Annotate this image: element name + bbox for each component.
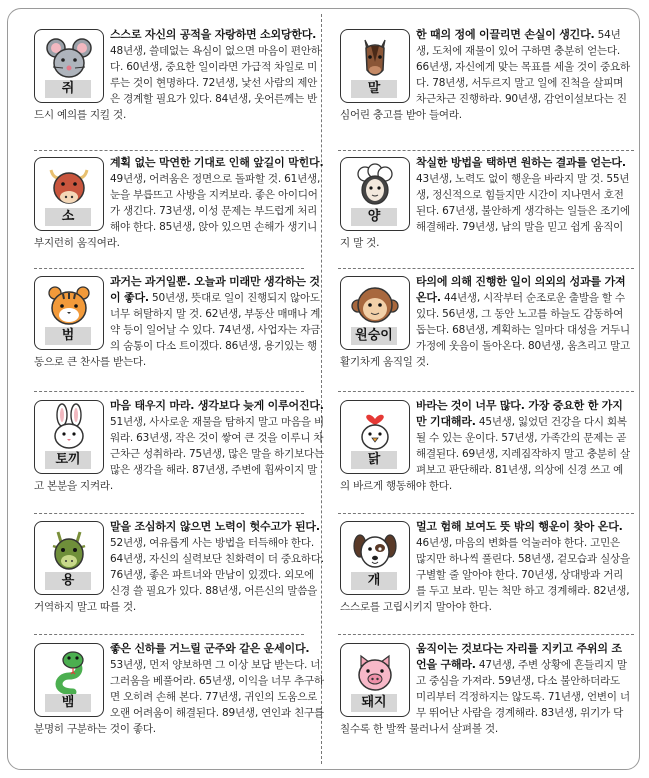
fortune-body: 51년생, 사사로운 재물을 탐하지 말고 마음을 비워라. 63년생, 작은 것이 쌓여 큰 것을 이루니 차근차근 성취하라. 75년생, 많은 말을 하기보다는 많은 생각을 해라. 87년생, 주변에 휩싸이지 말고 본분을 지켜라. bbox=[34, 416, 324, 492]
row-divider bbox=[34, 268, 304, 269]
fortune-body: 49년생, 어려움은 정면으로 돌파할 것. 61년생, 눈을 부릅뜨고 사방을 지켜보라. 좋은 아이디어가 생긴다. 73년생, 이성 문제는 부드럽게 처리해야 한다. 85년생, 앉아 있으면 손해가 생기니 부지런히 움직여라. bbox=[34, 173, 321, 249]
animal-name: 닭 bbox=[351, 451, 397, 469]
animal-name: 돼지 bbox=[351, 694, 397, 712]
fortune-body: 52년생, 여유롭게 사는 방법을 터득해야 한다. 64년생, 자신의 실력보단 친화력이 더 중요하다. 76년생, 좋은 파트너와 만남이 있겠다. 외모에 신경 쓸 필요가 있다. 88년생, 어른신의 말씀을 거역하지 말고 따를 것. bbox=[34, 537, 324, 613]
row-divider bbox=[338, 634, 634, 635]
headline: 한 때의 정에 이끌리면 손실이 생긴다. bbox=[416, 28, 595, 41]
animal-name: 양 bbox=[351, 208, 397, 226]
row-divider bbox=[34, 150, 304, 151]
zodiac-entry-ox bbox=[34, 155, 324, 251]
fortune-body: 44년생, 시작부터 순조로운 출발을 할 수 있다. 56년생, 그 동안 노고를 하늘도 감동하여 돕는다. 68년생, 계획하는 일마다 대성을 거두니 가정에 웃음이 돌아온다. 80년생, 움츠리고 말고 활기차게 움직일 것. bbox=[340, 292, 630, 368]
row-divider bbox=[338, 268, 634, 269]
fortune-body: 48년생, 쓸데없는 욕심이 없으면 마음이 편안하다. 60년생, 중요한 일이라면 가급적 차일로 미루는 것이 현명하다. 72년생, 낯선 사람의 제안은 경계할 필요가 있다. 84년생, 웃어른께는 반드시 예의를 지킬 것. bbox=[34, 45, 321, 121]
ox-icon bbox=[34, 157, 104, 231]
headline: 움직이는 것보다는 자리를 지키고 주위의 조언을 구해라. bbox=[416, 642, 622, 671]
headline: 마음 태우지 마라. 생각보다 늦게 이루어진다. bbox=[110, 399, 324, 412]
snake-icon bbox=[34, 643, 104, 717]
animal-name: 말 bbox=[351, 80, 397, 98]
animal-name: 개 bbox=[351, 572, 397, 590]
horse-icon bbox=[340, 29, 410, 103]
headline: 과거는 과거일뿐. 오늘과 미래만 생각하는 것이 좋다. bbox=[110, 275, 320, 304]
animal-name: 토끼 bbox=[45, 451, 91, 469]
fortune-body: 46년생, 마음의 변화를 억눌러야 한다. 고민은 많지만 하나씩 풀린다. 58년생, 겉모습과 실상을 구별할 줄 알아야 한다. 70년생, 상대방과 거리를 두고 보라. 믿는 척만 하고 경계해라. 82년생, 스스로를 고립시키지 말아야 한다. bbox=[340, 537, 630, 613]
headline: 바라는 것이 너무 많다. 가장 중요한 한 가지만 기대해라. bbox=[416, 399, 623, 428]
row-divider bbox=[34, 391, 304, 392]
zodiac-entry-dragon bbox=[34, 519, 324, 615]
dragon-icon bbox=[34, 521, 104, 595]
animal-name: 용 bbox=[45, 572, 91, 590]
row-divider bbox=[338, 513, 634, 514]
row-divider bbox=[338, 150, 634, 151]
zodiac-entry-snake bbox=[34, 641, 324, 737]
sheep-icon bbox=[340, 157, 410, 231]
fortune-body: 53년생, 먼저 양보하면 그 이상 보답 받는다. 너그러움을 베풀어라. 65년생, 이익을 너무 추구하면 오히려 손해 본다. 77년생, 귀인의 도움으로 오랜 어려움이 해결된다. 89년생, 연인과 친구를 분명히 구분하는 것이 좋다. bbox=[34, 659, 324, 735]
zodiac-entry-chicken bbox=[340, 398, 630, 494]
animal-name: 범 bbox=[45, 327, 91, 345]
fortune-body: 50년생, 뜻대로 일이 진행되지 않아도 너무 허탈하지 말 것. 62년생, 부동산 매매나 계약 등이 일어날 수 있다. 74년생, 사업자는 자금의 숨통이 다소 트이겠다. 86년생, 용기있는 행동으로 큰 찬사를 받는다. bbox=[34, 292, 321, 368]
row-divider bbox=[34, 513, 304, 514]
fortune-body: 45년생, 잃었던 건강을 다시 회복될 수 있는 운이다. 57년생, 가족간의 문제는 곧 해결된다. 69년생, 지레짐작하지 말고 충분히 살펴보고 판단해라. 81년생, 의상에 신경 쓰고 예의 바르게 행동해야 한다. bbox=[340, 416, 630, 492]
animal-name: 뱀 bbox=[45, 694, 91, 712]
row-divider bbox=[34, 634, 304, 635]
zodiac-entry-dog bbox=[340, 519, 630, 615]
zodiac-entry-rat bbox=[34, 27, 324, 123]
headline: 좋은 신하를 거느릴 군주와 같은 운세이다. bbox=[110, 642, 310, 655]
headline: 멀고 험해 보여도 뜻 밖의 행운이 찾아 온다. bbox=[416, 520, 623, 533]
monkey-icon bbox=[340, 276, 410, 350]
zodiac-entry-horse bbox=[340, 27, 630, 123]
zodiac-entry-pig bbox=[340, 641, 630, 737]
rabbit-icon bbox=[34, 400, 104, 474]
zodiac-entry-monkey bbox=[340, 274, 630, 370]
animal-name: 원숭이 bbox=[351, 327, 397, 345]
row-divider bbox=[338, 391, 634, 392]
fortune-body: 43년생, 노력도 없이 행운을 바라지 말 것. 55년생, 정신적으로 힘들지만 시간이 지나면서 호전된다. 67년생, 불안하게 생각하는 일들은 조기에 해결해라. 79년생, 남의 말을 믿고 쉽게 움직이지 말 것. bbox=[340, 173, 630, 249]
pig-icon bbox=[340, 643, 410, 717]
fortune-body: 47년생, 주변 상황에 흔들리지 말고 중심을 가져라. 59년생, 다소 불안하더라도 미리부터 걱정하지는 않도록. 71년생, 언변이 너무 뛰어난 사람을 경계해라. 83년생, 위기가 닥칠수록 한 발짝 물러나서 살펴볼 것. bbox=[340, 659, 630, 735]
zodiac-entry-rabbit bbox=[34, 398, 324, 494]
headline: 스스로 자신의 공적을 자랑하면 소외당한다. bbox=[110, 28, 317, 41]
headline: 타의에 의해 진행한 일이 의외의 성과를 가져온다. bbox=[416, 275, 626, 304]
animal-name: 소 bbox=[45, 208, 91, 226]
fortune-body: 54년생, 도처에 재물이 있어 구하면 충분히 얻는다. 66년생, 자신에게 맞는 목표를 세울 것이 중요하다. 78년생, 서두르지 말고 일에 진척을 살피며 차근차근 진행하라. 90년생, 감언이설보다는 진심어린 충고를 받아 들여라. bbox=[340, 29, 630, 121]
headline: 계획 없는 막연한 기대로 인해 앞길이 막힌다. bbox=[110, 156, 324, 169]
headline: 착실한 방법을 택하면 원하는 결과를 얻는다. bbox=[416, 156, 626, 169]
headline: 말을 조심하지 않으면 노력이 헛수고가 된다. bbox=[110, 520, 320, 533]
animal-name: 쥐 bbox=[45, 80, 91, 98]
dog-icon bbox=[340, 521, 410, 595]
chicken-icon bbox=[340, 400, 410, 474]
rat-icon bbox=[34, 29, 104, 103]
zodiac-entry-tiger bbox=[34, 274, 324, 370]
zodiac-entry-sheep bbox=[340, 155, 630, 251]
tiger-icon bbox=[34, 276, 104, 350]
